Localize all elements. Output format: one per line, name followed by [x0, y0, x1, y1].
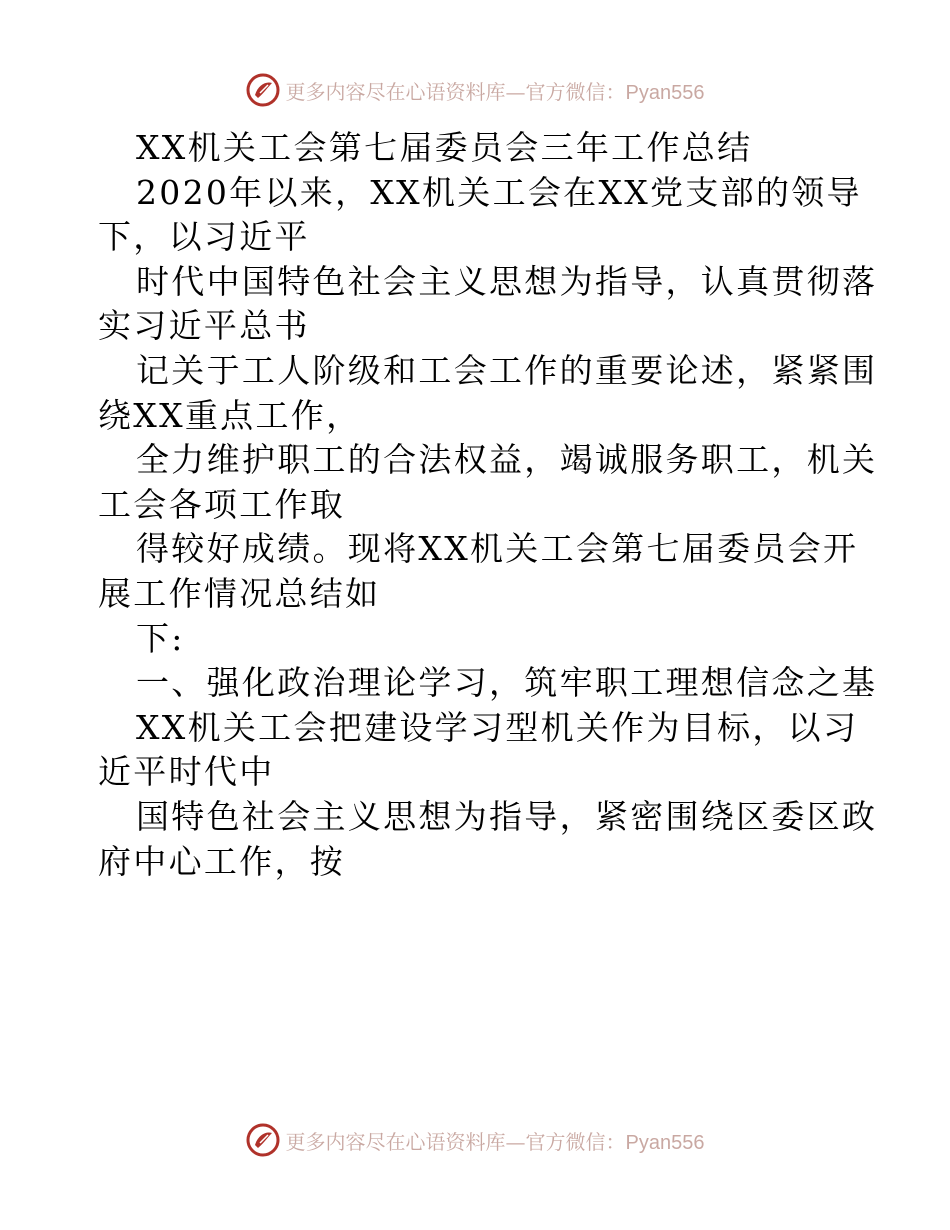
- paragraph-line: 府中心工作，按: [98, 841, 346, 881]
- paragraph-line: 实习近平总书: [98, 306, 310, 346]
- paragraph-line: 记关于工人阶级和工会工作的重要论述，紧紧围: [136, 350, 878, 390]
- paragraph-line: 绕XX重点工作，: [98, 395, 362, 435]
- paragraph-line: 下:: [136, 618, 185, 658]
- paragraph-line: 全力维护职工的合法权益，竭诚服务职工，机关: [136, 440, 878, 480]
- paragraph-line: XX机关工会把建设学习型机关作为目标，以习: [136, 707, 859, 747]
- paragraph-line: 下，以习近平: [98, 217, 310, 257]
- paragraph-line: 时代中国特色社会主义思想为指导，认真贯彻落: [136, 261, 878, 301]
- paragraph-line: 国特色社会主义思想为指导，紧密围绕区委区政: [136, 796, 878, 836]
- paragraph-line: 展工作情况总结如: [98, 573, 381, 613]
- watermark-text: 更多内容尽在心语资料库—官方微信：Pyan556: [285, 1129, 705, 1154]
- document-body: [98, 126, 878, 884]
- paragraph-line: 2020年以来，XX机关工会在XX党支部的领导: [136, 172, 862, 212]
- wechat-id: Pyan556: [625, 1131, 705, 1154]
- watermark-header: [0, 72, 950, 108]
- paragraph-line: 得较好成绩。现将XX机关工会第七届委员会开: [136, 529, 859, 569]
- document-title: XX机关工会第七届委员会三年工作总结: [136, 128, 753, 167]
- watermark-text: 更多内容尽在心语资料库—官方微信：Pyan556: [285, 79, 705, 104]
- paragraph-line: 近平时代中: [98, 752, 275, 792]
- paragraph-line: 工会各项工作取: [98, 484, 346, 524]
- watermark-footer: [0, 1122, 950, 1158]
- brand-logo-icon: [246, 1123, 280, 1157]
- section-heading: 一、强化政治理论学习，筑牢职工理想信念之基: [136, 663, 878, 703]
- brand-logo-icon: [246, 73, 280, 107]
- wechat-id: Pyan556: [625, 81, 705, 104]
